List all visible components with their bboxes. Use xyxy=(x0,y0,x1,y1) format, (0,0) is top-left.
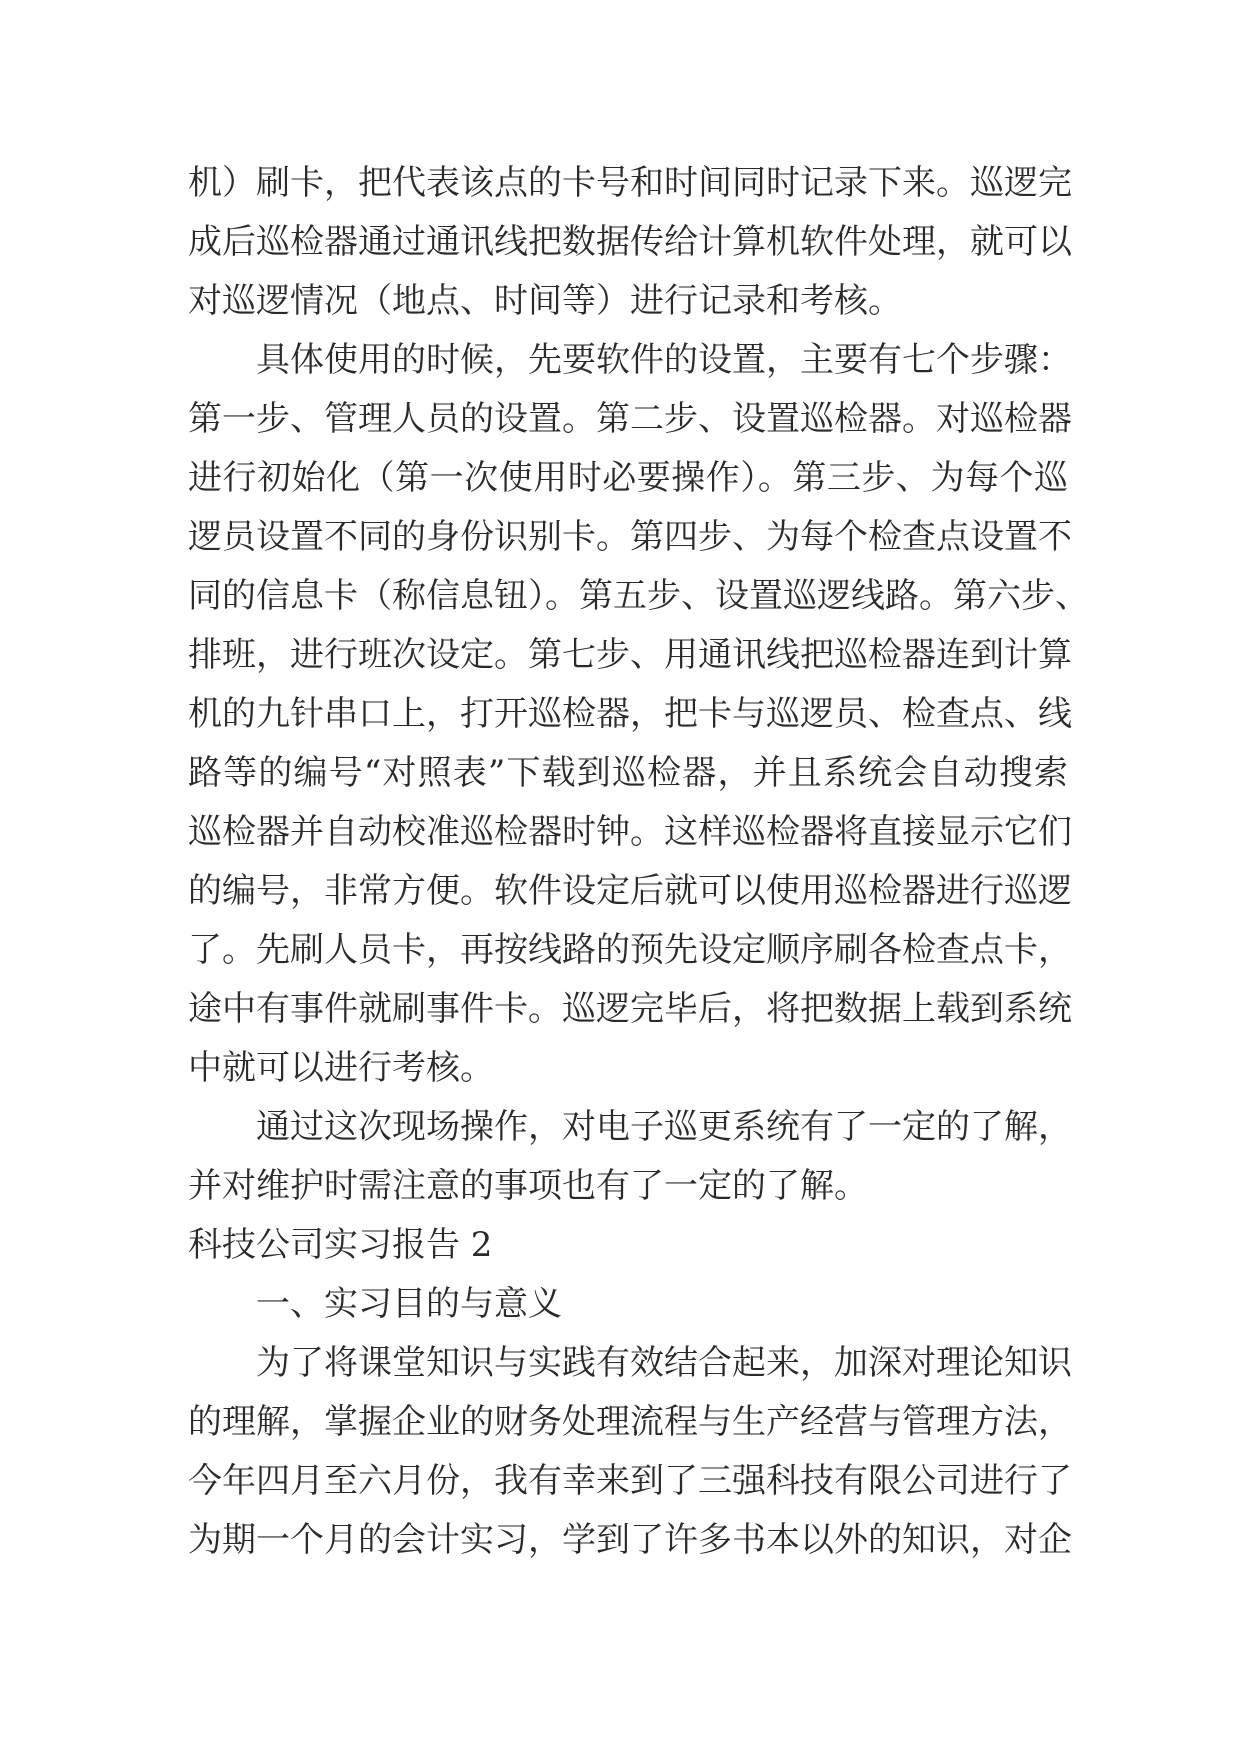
paragraph-line: 通过这次现场操作，对电子巡更系统有了一定的了解， xyxy=(256,1107,1072,1147)
paragraph-line: 具体使用的时候，先要软件的设置，主要有七个步骤： xyxy=(256,340,1072,380)
paragraph-line: 对巡逻情况（地点、时间等）进行记录和考核。 xyxy=(188,281,902,321)
paragraph-line: 并对维护时需注意的事项也有了一定的了解。 xyxy=(188,1166,868,1206)
paragraph-line: 第一步、管理人员的设置。第二步、设置巡检器。对巡检器 xyxy=(188,399,1072,439)
paragraph-line: 逻员设置不同的身份识别卡。第四步、为每个检查点设置不 xyxy=(188,517,1072,557)
paragraph-line: 为了将课堂知识与实践有效结合起来，加深对理论知识 xyxy=(256,1343,1072,1383)
paragraph-line: 进行初始化（第一次使用时必要操作）。第三步、为每个巡 xyxy=(188,458,1068,498)
paragraph-line: 路等的编号“对照表”下载到巡检器，并且系统会自动搜索 xyxy=(188,753,1068,793)
paragraph-line: 中就可以进行考核。 xyxy=(188,1048,494,1088)
paragraph-line: 机）刷卡，把代表该点的卡号和时间同时记录下来。巡逻完 xyxy=(188,163,1072,203)
subheading: 一、实习目的与意义 xyxy=(256,1284,562,1324)
paragraph-line: 了。先刷人员卡，再按线路的预先设定顺序刷各检查点卡， xyxy=(188,930,1072,970)
paragraph-line: 为期一个月的会计实习，学到了许多书本以外的知识，对企 xyxy=(188,1520,1072,1560)
paragraph-line: 的理解，掌握企业的财务处理流程与生产经营与管理方法， xyxy=(188,1402,1072,1442)
paragraph-line: 途中有事件就刷事件卡。巡逻完毕后，将把数据上载到系统 xyxy=(188,989,1072,1029)
paragraph-line: 今年四月至六月份，我有幸来到了三强科技有限公司进行了 xyxy=(188,1461,1072,1501)
section-title: 科技公司实习报告 2 xyxy=(188,1225,493,1265)
paragraph-line: 同的信息卡（称信息钮）。第五步、设置巡逻线路。第六步、 xyxy=(188,576,1089,616)
paragraph-line: 机的九针串口上，打开巡检器，把卡与巡逻员、检查点、线 xyxy=(188,694,1072,734)
paragraph-line: 成后巡检器通过通讯线把数据传给计算机软件处理，就可以 xyxy=(188,222,1072,262)
paragraph-line: 排班，进行班次设定。第七步、用通讯线把巡检器连到计算 xyxy=(188,635,1072,675)
paragraph-line: 巡检器并自动校准巡检器时钟。这样巡检器将直接显示它们 xyxy=(188,812,1072,852)
document-body xyxy=(188,154,1089,1570)
paragraph-line: 的编号，非常方便。软件设定后就可以使用巡检器进行巡逻 xyxy=(188,871,1072,911)
